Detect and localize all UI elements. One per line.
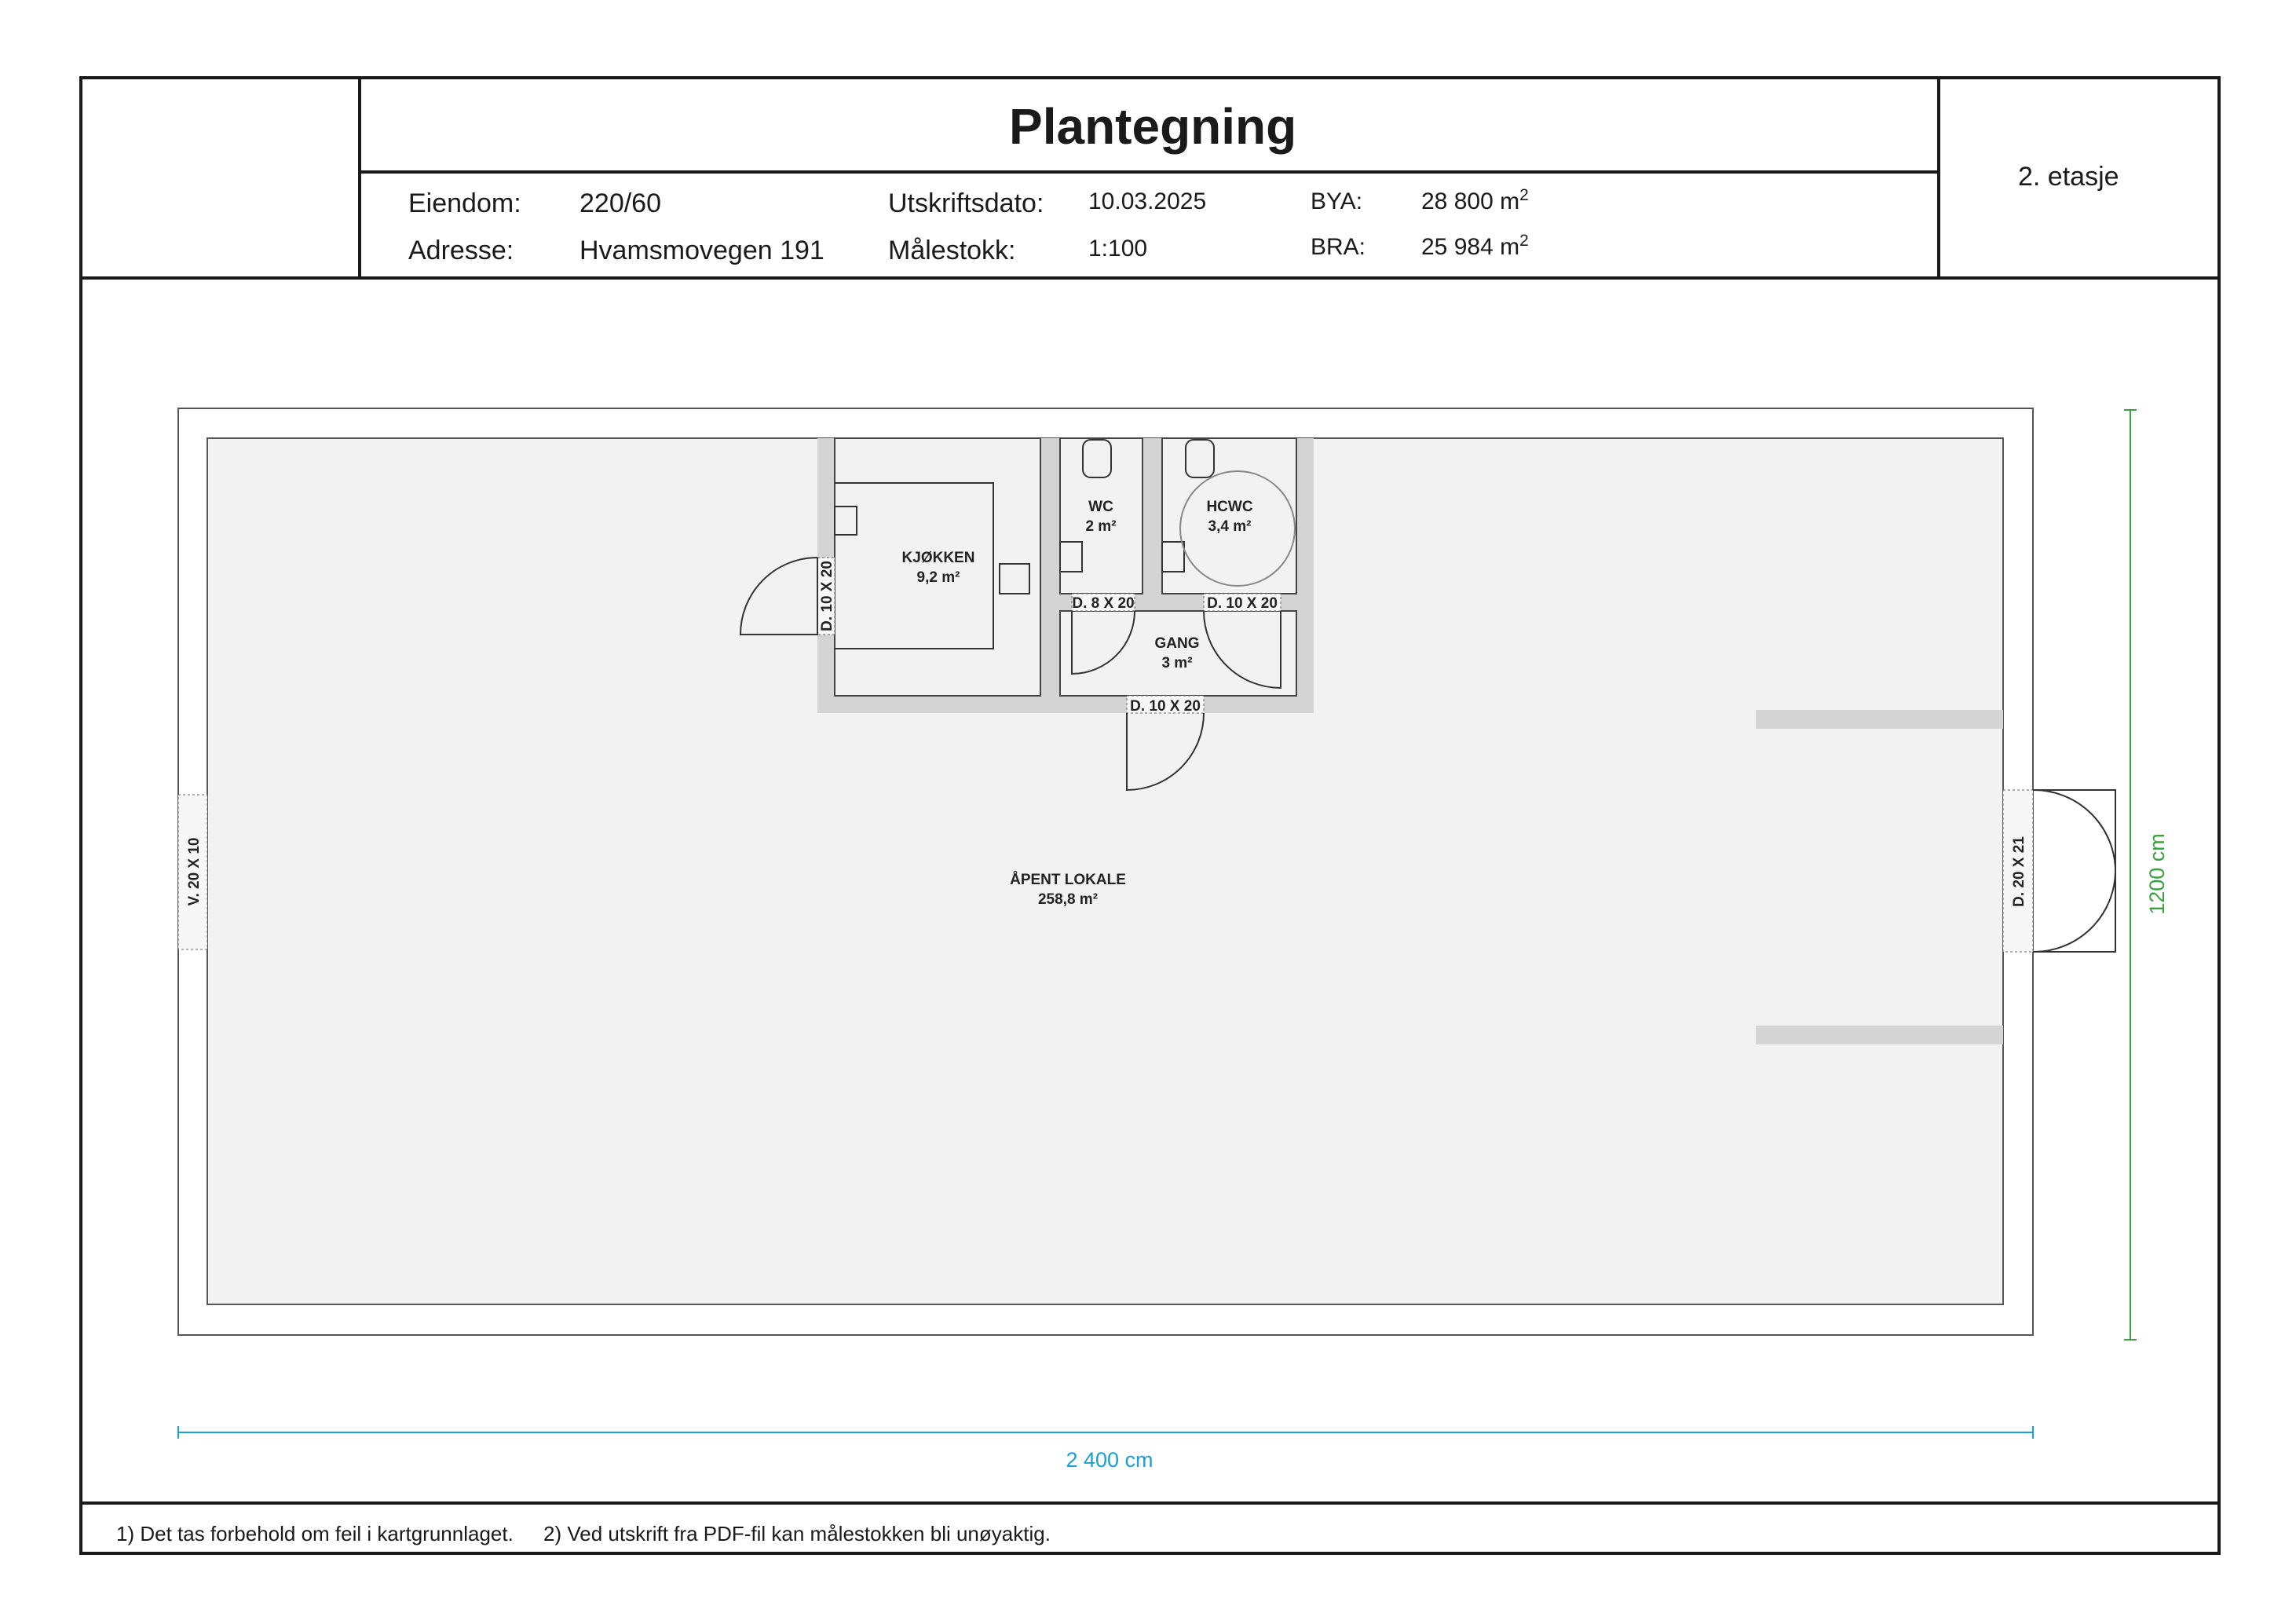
kitchen-door-label: D. 10 X 20	[819, 561, 835, 631]
open-space-area: 258,8 m²	[1037, 891, 1099, 908]
bya-label: BYA:	[1311, 188, 1363, 214]
wc-door-label: D. 8 X 20	[1072, 595, 1135, 612]
scale-label: Målestokk:	[888, 236, 1016, 265]
print-date-label: Utskriftsdato:	[888, 188, 1044, 218]
footnote-1: 1) Det tas forbehold om feil i kartgrunnlaget.	[116, 1522, 514, 1545]
page-title: Plantegning	[1009, 98, 1297, 155]
address-value: Hvamsmovegen 191	[579, 236, 824, 265]
gang-area: 3 m²	[1161, 655, 1193, 671]
wc-name: WC	[1088, 499, 1113, 515]
gang-room	[1060, 611, 1296, 696]
entrance-door-leaf-top	[2033, 790, 2115, 872]
kitchen-name: KJØKKEN	[901, 550, 975, 566]
scale-value: 1:100	[1088, 236, 1148, 262]
open-space-name: ÅPENT LOKALE	[1010, 872, 1126, 888]
height-dimension	[2124, 410, 2137, 1340]
wc-sink-icon	[1060, 542, 1082, 572]
property-label: Eiendom:	[408, 188, 521, 218]
bra-label: BRA:	[1311, 234, 1366, 260]
bya-value: 28 800 $m^2$	[1421, 186, 1529, 214]
kitchen-stove-icon	[1000, 564, 1029, 594]
property-value: 220/60	[579, 188, 661, 218]
bra-value: 25 984 $m^2$	[1421, 232, 1529, 260]
wc-area: 2 m²	[1085, 518, 1117, 535]
hcwc-name: HCWC	[1206, 499, 1253, 515]
width-dimension	[178, 1426, 2033, 1439]
width-dimension-label: 2 400 cm	[1066, 1448, 1153, 1472]
kitchen-area: 9,2 m²	[916, 569, 960, 586]
hcwc-area: 3,4 m²	[1208, 518, 1252, 535]
hcwc-door-label: D. 10 X 20	[1207, 595, 1278, 612]
address-label: Adresse:	[408, 236, 514, 265]
wc-toilet-icon	[1083, 440, 1111, 477]
floor-label: 2. etasje	[2018, 162, 2119, 192]
window-label: V. 20 X 10	[186, 837, 203, 906]
footnote-2: 2) Ved utskrift fra PDF-fil kan målestokken bli unøyaktig.	[543, 1522, 1051, 1545]
entrance-door-leaf-bottom	[2033, 872, 2115, 952]
height-dimension-label: 1200 cm	[2145, 833, 2169, 915]
print-date-value: 10.03.2025	[1088, 188, 1207, 214]
hcwc-sink-icon	[1162, 542, 1184, 572]
gang-name: GANG	[1154, 635, 1200, 652]
gang-door-label: D. 10 X 20	[1130, 698, 1201, 715]
hcwc-toilet-icon	[1186, 440, 1214, 477]
kitchen-sink-icon	[835, 507, 857, 535]
entrance-door-label: D. 20 X 21	[2011, 836, 2027, 907]
